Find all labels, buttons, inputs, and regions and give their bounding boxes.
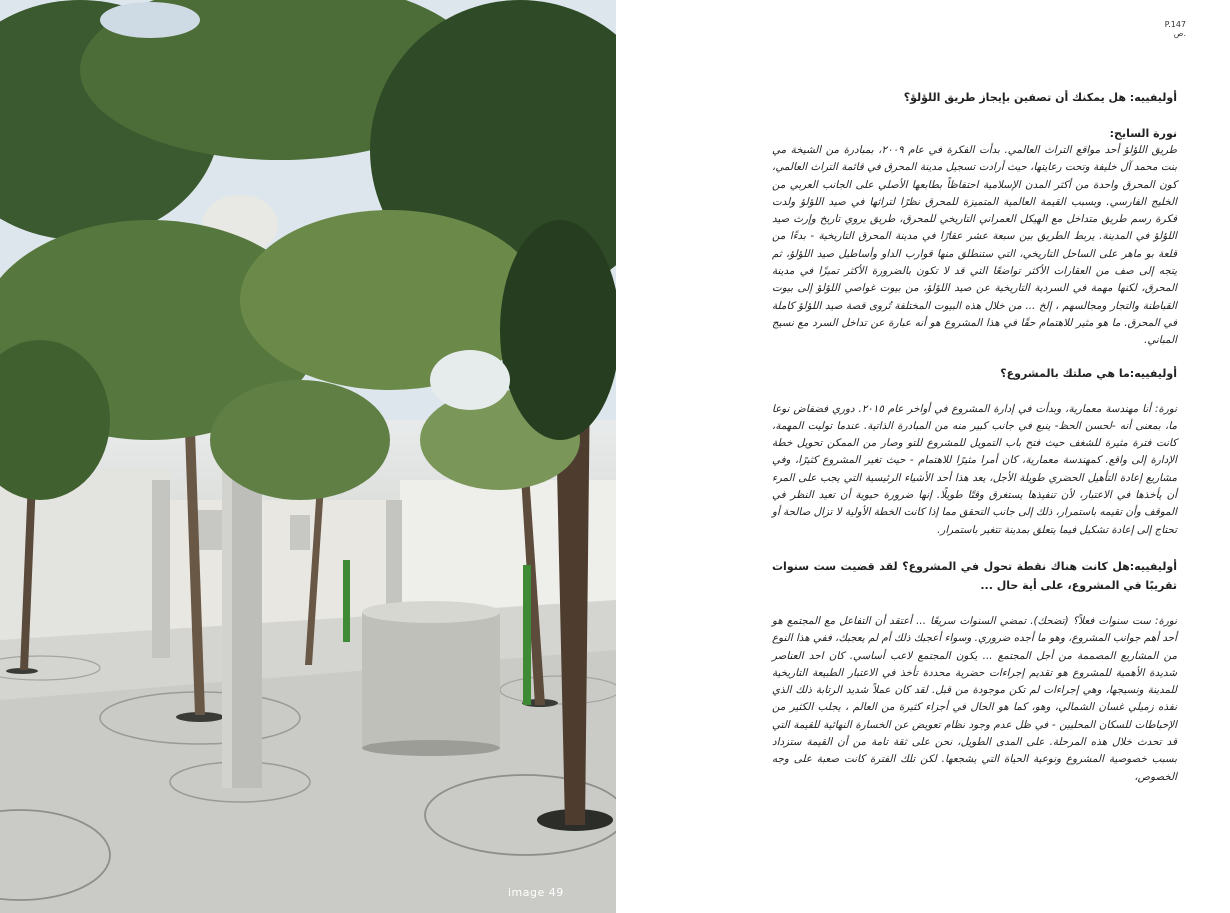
page-number-latin: P.147	[1164, 20, 1186, 29]
photo-caption: image 49	[508, 886, 564, 899]
answer-1: طريق اللؤلؤ أحد مواقع التراث العالمي. بدأت الفكرة في عام ٢٠٠٩، بمبادرة من الشيخة مي بنت محمد آل خليفة وتحت رعايتها، حيث أرادت تسجيل مدينة المحرق في قائمة التراث العالمي، كون المحرق واحدة من أكثر المدن الإسلامية احتفاظاً بطابعها الأصلي على الجانب العربي من الخليج الفارسي. وبسبب القيمة العالمية المتميزة للمحرق نظرًا لتراثها في صيد اللؤلؤ ولدت فكرة رسم طريق متداخل مع الهيكل العمراني التاريخي للمحرق، طريق يروي تاريخ وإرث صيد اللؤلؤ في المدينة. يربط الطريق بين سبعة عشر عقارًا في مدينة المحرق التاريخية - بدءًا من قلعة بو ماهر على الساحل التاريخي، التي ستنطلق منها قوارب الداو وأساطيل صيد اللؤلؤ، ثم يتجه إلى صف من العقارات الأكثر تواضعًا التي قد لا تكون بالضرورة الأكثر تميزًا في مدينة المحرق، لكنها مهمة في السردية التاريخية عن صيد اللؤلؤ، من بيوت غواصي اللؤلؤ إلى بيوت القباطنة والتجار ومجالسهم ، إلخ ... من خلال هذه البيوت المختلفة تُروى قصة صيد اللؤلؤ كاملة في المحرق. ما هو مثير للاهتمام حقًا في هذا المشروع هو أنه عبارة عن تداخل السرد مع نسيج المباني.	[772, 144, 1177, 347]
interview-column	[772, 88, 1177, 800]
answer-2: نورة: أنا مهندسة معمارية، وبدأت في إدارة المشروع في أواخر عام ٢٠١٥. دوري فضفاض نوعا ما، بمعنى أنه -لحسن الحظ- ينبع في جانب كبير منه من المبادرة الذاتية. عندما توليت المهمة، كانت فترة مثيرة للشغف حيث فتح باب التمويل للمشروع للتو وصار من الممكن تحويل خطة الإدارة إلى واقع. كمهندسة معمارية، كان أمرا مثيرًا للاهتمام - حيث تغير المشروع كثيرًا، وفي مشاريع إعادة التأهيل الحضري طويلة الأجل، يعد هذا أحد الأشياء الرئيسية التي يجب على المرء أن يأخذها في الاعتبار، لأن تنفيذها يستغرق وقتًا طويلًا. إنها ضرورة حيوية أن تعيد النظر في الموقف وأن تقيمه باستمرار، ذلك إلى جانب التحقق مما إذا كانت الخطة الأولية لا تزال صالحة أو تحتاج إلى إعادة تشكيل فيما يتعلق بمدينة تتغير باستمرار.	[772, 402, 1177, 536]
answer-3: نورة: ست سنوات فعلاً؟ (تضحك). تمضي السنوات سريعًا ... أعتقد أن التفاعل مع المجتمع هو أحد أهم جوانب المشروع، وهو ما أجده ضروري. وسواء أعجبك ذلك أم لم يعجبك، ففي هذا النوع من المشاريع المصممة من أجل المجتمع ... يكون المجتمع لاعب أساسي. كان احد العناصر شديدة الأهمية للمشروع هو تقديم إجراءات حضرية محددة تأخذ في الاعتبار الطبيعة التاريخية للمدينة ونسيجها، وهي إجراءات لم تكن موجودة من قبل. لقد كان عملاً شديد الرتابة ذلك الذي نفذه زميلي غسان الشمالي، وهو، كما هو الحال في أجزاء كثيرة من العالم ، يجلب الكثير من الإحباطات للسكان المحليين - في ظل عدم وجود نظام تعويض عن الخسارة النهائية للقيمة التي قد تحدث خلال هذه المرحلة. على المدى الطويل، نحن على ثقة تامة من أن القيمة ستزداد بسبب خصوصية المشروع ونوعية الحياة التي يشجعها. لكن تلك الفترة كانت صعبة على وجه الخصوص،	[772, 614, 1177, 783]
question-1: أوليفييه: هل يمكنك أن تصفين بإيجاز طريق اللؤلؤ؟	[903, 91, 1177, 104]
page-number	[1156, 20, 1186, 38]
answer-1-speaker: نورة السايح:	[1109, 127, 1177, 140]
text-page	[616, 0, 1230, 913]
question-3: أوليفييه:هل كانت هناك نقطة تحول في المشروع؟ لقد قضيت ست سنوات تقريبًا في المشروع، على أية حال ...	[772, 559, 1177, 592]
page-number-arabic: ص.	[1173, 29, 1186, 38]
question-2: أوليفييه:ما هي صلتك بالمشروع؟	[1000, 366, 1177, 380]
